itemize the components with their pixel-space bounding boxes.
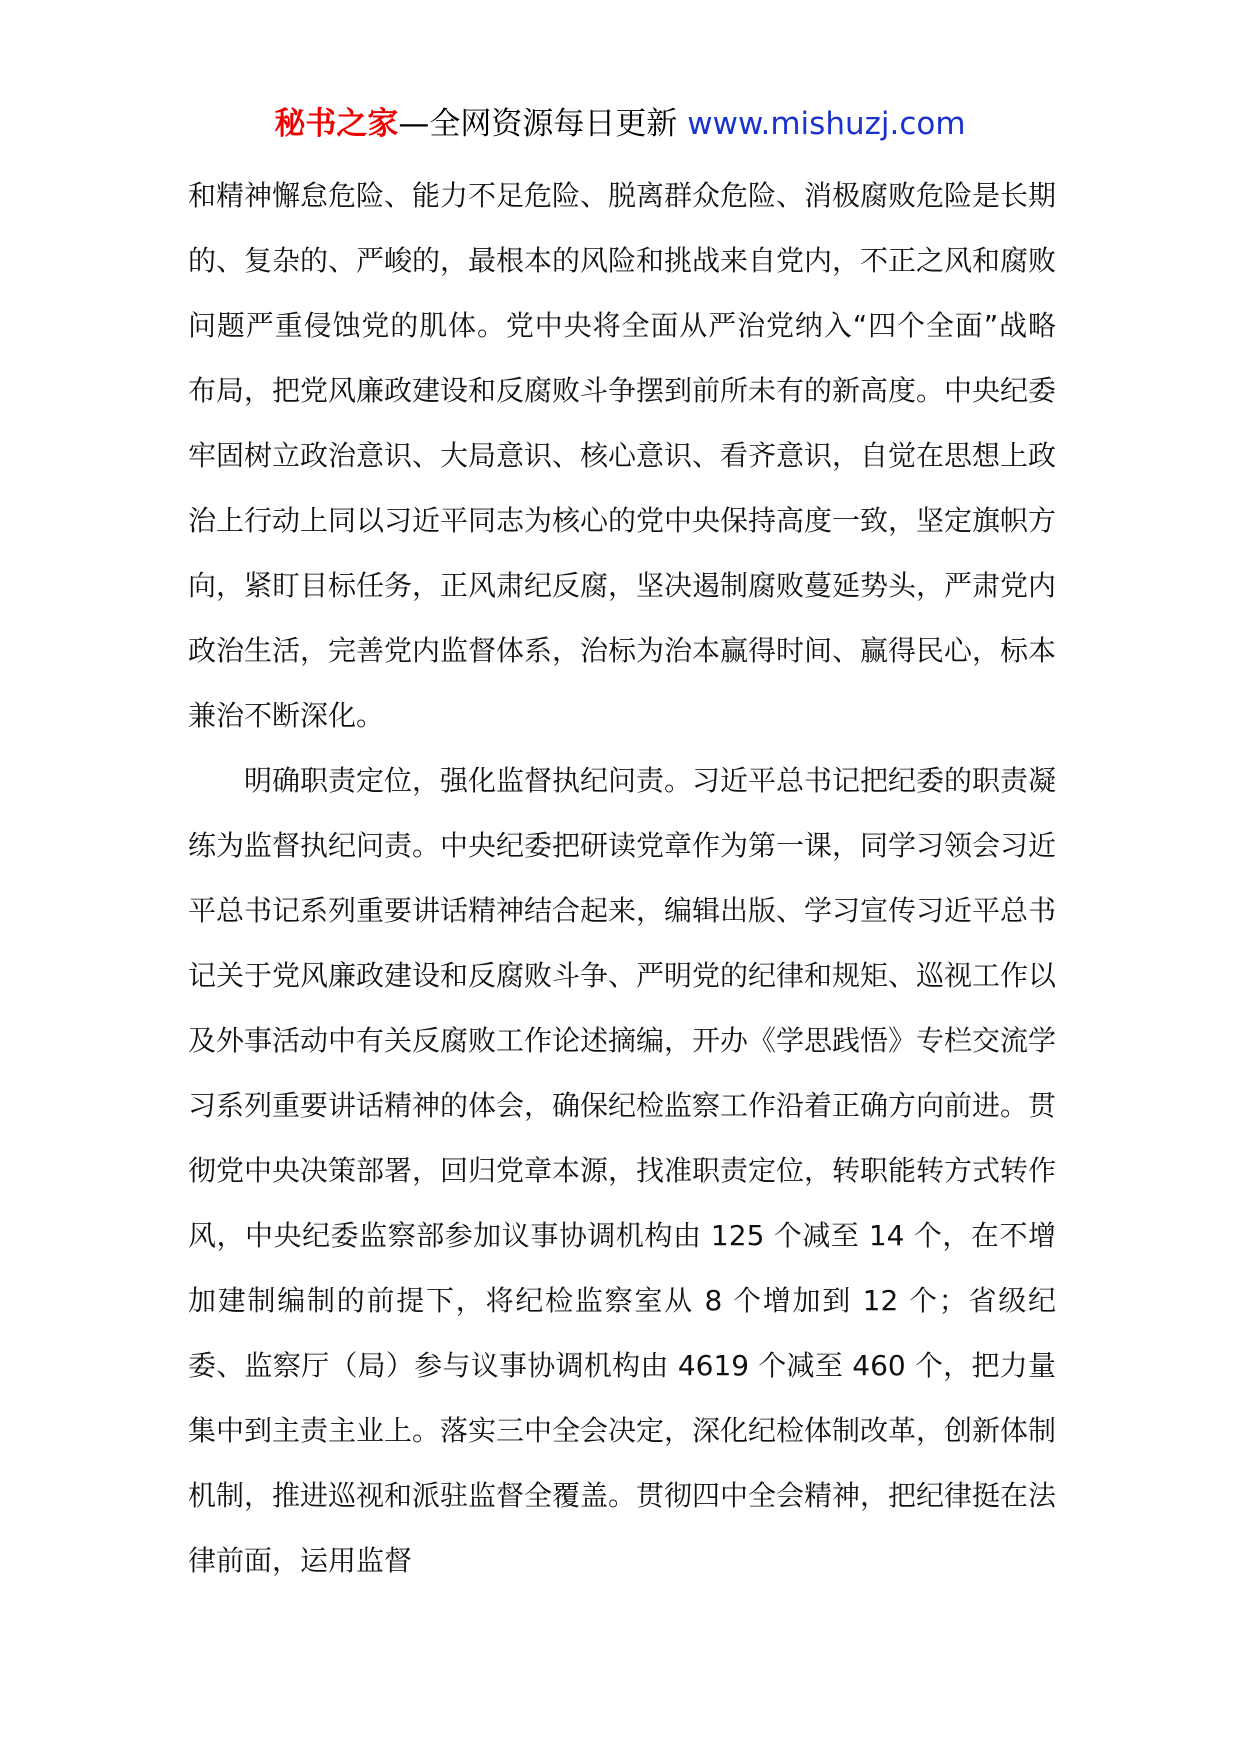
site-header	[0, 100, 1240, 148]
paragraph-duties: 明确职责定位，强化监督执纪问责。习近平总书记把纪委的职责凝练为监督执纪问责。中央纪委把研读党章作为第一课，同学习领会习近平总书记系列重要讲话精神结合起来，编辑出版、学习宣传习近平总书记关于党风廉政建设和反腐败斗争、严明党的纪律和规矩、巡视工作以及外事活动中有关反腐败工作论述摘编，开办《学思践悟》专栏交流学习系列重要讲话精神的体会，确保纪检监察工作沿着正确方向前进。贯彻党中央决策部署，回归党章本源，找准职责定位，转职能转方式转作风，中央纪委监察部参加议事协调机构由 125 个减至 14 个，在不增加建制编制的前提下，将纪检监察室从 8 个增加到 12 个；省级纪委、监察厅（局）参与议事协调机构由 4619 个减至 460 个，把力量集中到主责主业上。落实三中全会决定，深化纪检体制改革，创新体制机制，推进巡视和派驻监督全覆盖。贯彻四中全会精神，把纪律挺在法律前面，运用监督	[188, 764, 1057, 1577]
site-tagline: —全网资源每日更新	[398, 106, 678, 142]
site-url-link[interactable]: www.mishuzj.com	[687, 106, 966, 142]
paragraph-continued: 和精神懈怠危险、能力不足危险、脱离群众危险、消极腐败危险是长期的、复杂的、严峻的，最根本的风险和挑战来自党内，不正之风和腐败问题严重侵蚀党的肌体。党中央将全面从严治党纳入“四个全面”战略布局，把党风廉政建设和反腐败斗争摆到前所未有的新高度。中央纪委牢固树立政治意识、大局意识、核心意识、看齐意识，自觉在思想上政治上行动上同以习近平同志为核心的党中央保持高度一致，坚定旗帜方向，紧盯目标任务，正风肃纪反腐，坚决遏制腐败蔓延势头，严肃党内政治生活，完善党内监督体系，治标为治本赢得时间、赢得民心，标本兼治不断深化。	[188, 179, 1057, 732]
site-brand: 秘书之家	[274, 106, 399, 142]
document-body	[188, 163, 1056, 1593]
